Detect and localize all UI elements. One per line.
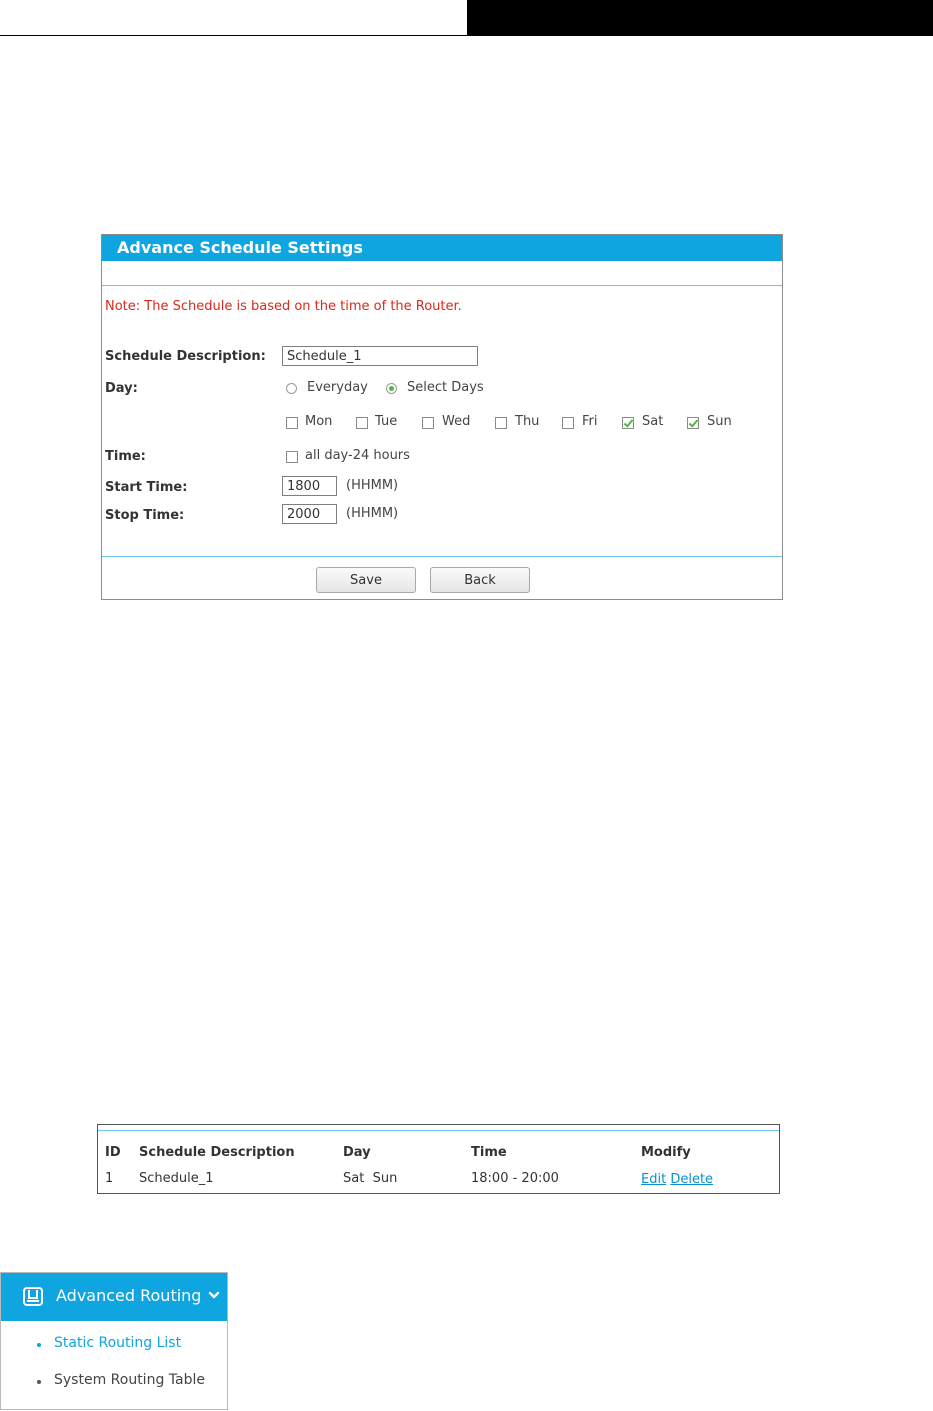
panel-title-bar — [102, 235, 782, 261]
divider — [102, 556, 782, 557]
menu-item-static-routing-list[interactable]: Static Routing List — [54, 1335, 182, 1351]
day-label-sun: Sun — [707, 414, 732, 429]
day-checkbox-tue[interactable] — [356, 417, 368, 429]
start-time-format: (HHMM) — [346, 478, 399, 493]
column-header-description: Schedule Description — [139, 1145, 295, 1160]
stop-time-format: (HHMM) — [346, 506, 399, 521]
day-checkbox-sun[interactable] — [687, 417, 699, 429]
day-checkbox-mon[interactable] — [286, 417, 298, 429]
delete-link[interactable]: Delete — [670, 1172, 714, 1187]
schedule-note: Note: The Schedule is based on the time of the Router. — [105, 299, 462, 314]
day-label: Day: — [105, 381, 138, 396]
row-id: 1 — [105, 1171, 114, 1186]
start-time-label: Start Time: — [105, 480, 188, 495]
day-label-sat: Sat — [642, 414, 664, 429]
router-icon — [22, 1286, 44, 1308]
header-rule — [0, 35, 467, 36]
start-time-input[interactable] — [282, 476, 337, 496]
row-description: Schedule_1 — [139, 1171, 214, 1186]
row-day: Sat Sun — [343, 1171, 398, 1186]
allday-label: all day-24 hours — [305, 448, 410, 463]
allday-checkbox[interactable] — [286, 451, 298, 463]
day-label-mon: Mon — [305, 414, 333, 429]
select-days-label: Select Days — [407, 380, 484, 395]
advanced-routing-menu — [0, 1272, 228, 1410]
schedule-table — [97, 1124, 780, 1194]
everyday-label: Everyday — [307, 380, 368, 395]
column-header-modify: Modify — [641, 1145, 691, 1160]
day-checkbox-sat[interactable] — [622, 417, 634, 429]
back-button[interactable]: Back — [430, 567, 530, 593]
table-top-rule — [98, 1130, 779, 1131]
schedule-settings-panel — [101, 234, 783, 600]
description-input[interactable] — [282, 346, 478, 366]
menu-header[interactable] — [1, 1273, 227, 1321]
header-bar — [467, 0, 933, 36]
menu-title: Advanced Routing — [56, 1286, 202, 1305]
menu-item-system-routing-table[interactable]: System Routing Table — [54, 1372, 205, 1388]
day-checkbox-wed[interactable] — [422, 417, 434, 429]
day-checkbox-thu[interactable] — [495, 417, 507, 429]
day-label-thu: Thu — [515, 414, 540, 429]
row-modify — [641, 1172, 713, 1187]
save-button[interactable]: Save — [316, 567, 416, 593]
day-label-wed: Wed — [442, 414, 471, 429]
time-label: Time: — [105, 449, 146, 464]
bullet-icon — [37, 1380, 41, 1384]
day-checkbox-fri[interactable] — [562, 417, 574, 429]
divider — [102, 285, 782, 286]
stop-time-input[interactable] — [282, 504, 337, 524]
day-label-tue: Tue — [375, 414, 398, 429]
everyday-radio[interactable] — [286, 383, 297, 394]
column-header-time: Time — [471, 1145, 507, 1160]
edit-link[interactable]: Edit — [641, 1172, 667, 1187]
column-header-id: ID — [105, 1145, 121, 1160]
chevron-down-icon — [208, 1291, 220, 1301]
day-label-fri: Fri — [582, 414, 598, 429]
description-label: Schedule Description: — [105, 349, 266, 364]
column-header-day: Day — [343, 1145, 371, 1160]
bullet-icon — [37, 1343, 41, 1347]
select-days-radio[interactable] — [386, 383, 397, 394]
panel-title: Advance Schedule Settings — [117, 238, 363, 257]
stop-time-label: Stop Time: — [105, 508, 185, 523]
row-time: 18:00 - 20:00 — [471, 1171, 559, 1186]
